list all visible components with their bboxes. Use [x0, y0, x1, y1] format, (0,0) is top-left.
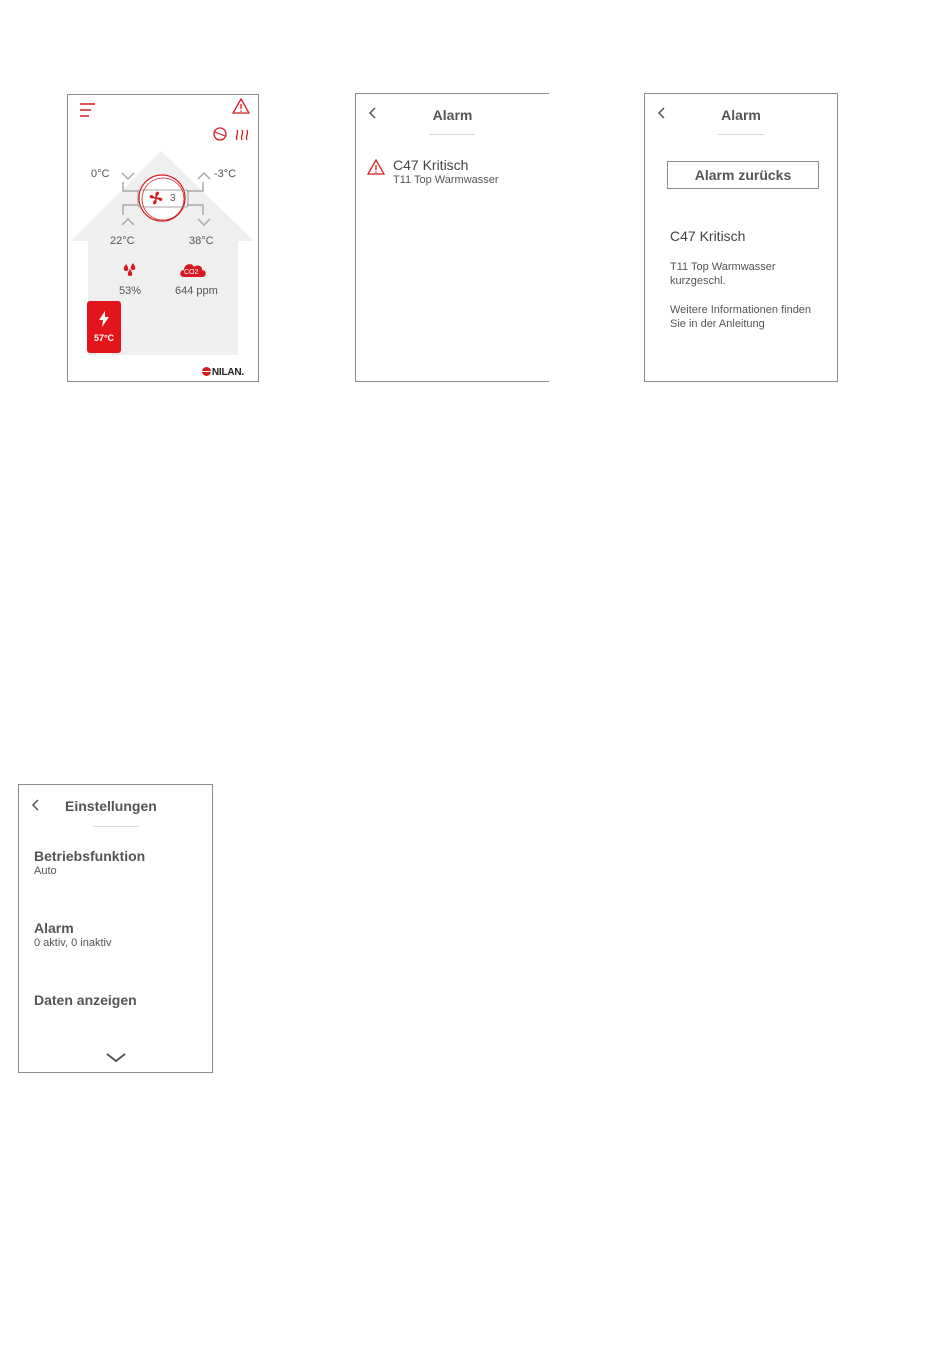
alarm-code: C47 Kritisch — [670, 228, 746, 244]
settings-item-label: Daten anzeigen — [34, 992, 137, 1008]
title-underline — [93, 826, 139, 827]
alarm-description: T11 Top Warmwasser — [393, 174, 499, 186]
fan-icon[interactable] — [148, 190, 164, 206]
warning-icon — [367, 159, 385, 175]
home-screen — [67, 94, 259, 382]
alarm-list-screen — [355, 93, 549, 382]
fan-level: 3 — [170, 193, 176, 204]
alarm-reset-button[interactable]: Alarm zurücks — [667, 161, 819, 189]
hot-water-temp: 57°C — [93, 333, 115, 343]
brand-logo: NILAN. — [202, 367, 244, 378]
temp-exhaust: -3°C — [214, 168, 237, 180]
page-title: Einstellungen — [65, 798, 157, 814]
temp-extract: 38°C — [189, 235, 214, 247]
lightning-icon — [98, 311, 110, 327]
menu-icon[interactable] — [79, 102, 97, 118]
settings-item-label: Alarm — [34, 920, 74, 936]
chevron-down-icon[interactable] — [105, 1052, 127, 1064]
heating-icon — [234, 125, 250, 141]
compressor-icon — [212, 126, 228, 142]
temp-supply: 22°C — [110, 235, 135, 247]
settings-item-value: Auto — [34, 865, 57, 877]
humidity-value: 53% — [119, 285, 142, 297]
alarm-description: T11 Top Warmwasser kurzgeschl. — [670, 261, 776, 287]
co2-value: 644 ppm — [175, 285, 218, 297]
temp-outdoor: 0°C — [91, 168, 110, 180]
hot-water-tile[interactable] — [87, 301, 121, 353]
alarm-detail-screen — [644, 93, 838, 382]
settings-item-value: 0 aktiv, 0 inaktiv — [34, 937, 112, 949]
warning-icon[interactable] — [232, 98, 250, 114]
settings-item-label: Betriebsfunktion — [34, 848, 146, 864]
settings-screen — [18, 784, 213, 1073]
page-title: Alarm — [432, 107, 473, 123]
brand-mark-icon — [202, 367, 211, 376]
title-underline — [718, 134, 764, 135]
alarm-info: Weitere Informationen finden Sie in der Anleitung — [670, 304, 812, 330]
back-button[interactable] — [31, 797, 41, 816]
chevron-left-icon — [31, 797, 41, 813]
humidity-icon — [121, 262, 139, 278]
alarm-code: C47 Kritisch — [393, 157, 469, 173]
title-underline — [429, 134, 475, 135]
co2-badge: CO2 — [184, 269, 199, 276]
page-title: Alarm — [721, 107, 761, 123]
